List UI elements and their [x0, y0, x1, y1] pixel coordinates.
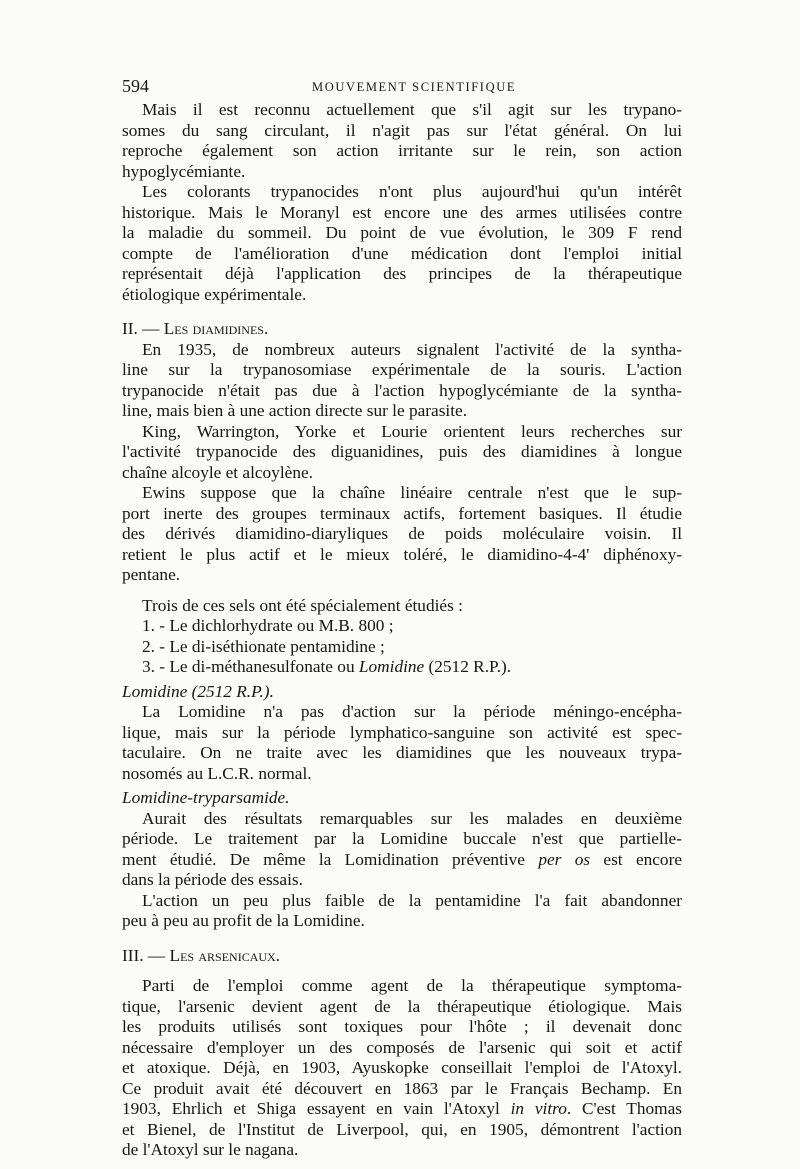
running-title: MOUVEMENT SCIENTIFIQUE [312, 80, 517, 94]
text-line: compte de l'amélioration d'une médication dont l'emploi initial [122, 243, 682, 263]
text-line: La Lomidine n'a pas d'action sur la période méningo-encépha- [142, 702, 682, 721]
subsection-title: Lomidine-tryparsamide. [122, 788, 290, 807]
list-item [122, 657, 682, 678]
paragraph [122, 891, 682, 932]
paragraph [122, 809, 682, 891]
paragraph [122, 182, 682, 305]
paragraph [122, 100, 682, 182]
text-line: période. Le traitement par la Lomidine buccale n'est que partielle- [122, 829, 682, 848]
text-line: peu à peu au profit de la Lomidine. [122, 911, 365, 930]
spacer [122, 966, 682, 976]
paragraph [122, 422, 682, 484]
text-line: Les colorants trypanocides n'ont plus aujourd'hui qu'un intérêt [142, 182, 682, 201]
text-line: Ewins suppose que la chaîne linéaire centrale n'est que le sup- [142, 483, 682, 502]
text-line: lique, mais sur la période lymphatico-sanguine son activité est spec- [122, 722, 682, 742]
paragraph [122, 702, 682, 784]
text-span: ment étudié. De même la Lomidination préventive [122, 849, 539, 869]
text-line [122, 1099, 682, 1120]
text-line: pentane. [122, 565, 181, 584]
text-line: line sur la trypanosomiase expérimentale de la souris. L'action [122, 360, 682, 379]
text-line: nécessaire d'employer un des composés de l'arsenic qui soit et actif [122, 1037, 682, 1057]
text-line: Parti de l'emploi comme agent de la thérapeutique symptoma- [142, 976, 682, 995]
list-item: 2. - Le di-iséthionate pentamidine ; [142, 636, 385, 656]
text-line: et Bienel, de l'Institut de Liverpool, qui, en 1905, démontrent l'action [122, 1119, 682, 1139]
text-line: trypanocide n'était pas due à l'action hypoglycémiante de la syntha- [122, 380, 682, 400]
text-line: la maladie du sommeil. Du point de vue évolution, le 309 F rend [122, 223, 682, 242]
page-header [122, 76, 682, 98]
paragraph [122, 483, 682, 586]
text-line: nosomés au L.C.R. normal. [122, 763, 312, 783]
list-item-italic: Lomidine [358, 657, 425, 676]
text-line: hypoglycémiante. [122, 161, 246, 181]
paragraph [122, 340, 682, 422]
text-line: de l'Atoxyl sur le nagana. [122, 1140, 299, 1159]
text-line: Mais il est reconnu actuellement que s'il agit sur les trypano- [142, 100, 682, 119]
spacer [122, 305, 682, 319]
text-line: line, mais bien à une action directe sur le parasite. [122, 401, 468, 420]
subsection-heading [122, 682, 682, 703]
text-line: étiologique expérimentale. [122, 284, 307, 304]
subsection-title: Lomidine (2512 R.P.). [122, 681, 274, 701]
list-item-text: 3. - Le di-méthanesulfonate ou [142, 657, 359, 676]
page-number: 594 [122, 76, 149, 96]
section-heading: III. — Les arsenicaux. [122, 945, 281, 965]
text-line: dans la période des essais. [122, 870, 303, 889]
spacer [122, 586, 682, 596]
body-text [122, 100, 682, 1161]
text-line: représentait déjà l'application des principes de la thérapeutique [122, 264, 682, 283]
italic-span: in vitro [510, 1099, 567, 1118]
text-line: retient le plus actif et le mieux toléré, le diamidino-4-4' diphénoxy- [122, 544, 682, 564]
text-line: L'action un peu plus faible de la pentamidine l'a fait abandonner [142, 890, 682, 910]
text-line: les produits utilisés sont toxiques pour l'hôte ; il devenait donc [122, 1017, 682, 1036]
text-line: tique, l'arsenic devient agent de la thérapeutique étiologique. Mais [122, 996, 682, 1016]
subsection-heading [122, 788, 682, 809]
text-line: reproche également son action irritante sur le rein, son action [122, 141, 682, 160]
text-line: historique. Mais le Moranyl est encore une des armes utilisées contre [122, 202, 682, 222]
text-line: et atoxique. Déjà, en 1903, Ayuskopke conseillait l'emploi de l'Atoxyl. [122, 1058, 682, 1077]
text-span: est encore [590, 849, 682, 869]
text-line: port inerte des groupes terminaux actifs, fortement basiques. Il étudie [122, 503, 682, 523]
text-line: chaîne alcoyle et alcoylène. [122, 462, 313, 482]
italic-span: per os [538, 849, 591, 869]
numbered-list [122, 616, 682, 678]
text-line: Aurait des résultats remarquables sur les malades en deuxième [142, 808, 682, 828]
text-span: 1903, Ehrlich et Shiga essayent en vain l'Atoxyl [122, 1099, 511, 1118]
text-line: Ce produit avait été découvert en 1863 par le Français Bechamp. En [122, 1078, 682, 1098]
text-span: . C'est Thomas [566, 1099, 682, 1118]
section-heading: II. — Les diamidines. [122, 319, 269, 338]
text-line: somes du sang circulant, il n'agit pas sur l'état général. On lui [122, 120, 682, 140]
text-line: En 1935, de nombreux auteurs signalent l'activité de la syntha- [142, 339, 682, 359]
text-line [122, 850, 682, 871]
text-line: King, Warrington, Yorke et Lourie orientent leurs recherches sur [142, 421, 682, 441]
spacer [122, 932, 682, 946]
list-item: 1. - Le dichlorhydrate ou M.B. 800 ; [142, 616, 394, 635]
text-line: l'activité trypanocide des diguanidines, puis des diamidines à longue [122, 442, 682, 461]
list-item-text: (2512 R.P.). [424, 657, 512, 676]
text-line: Trois de ces sels ont été spécialement étudiés : [142, 595, 463, 615]
paragraph [122, 976, 682, 1161]
text-line: taculaire. On ne traite avec les diamidines que les nouveaux trypa- [122, 743, 682, 762]
text-line: des dérivés diamidino-diaryliques de poids moléculaire voisin. Il [122, 524, 682, 543]
